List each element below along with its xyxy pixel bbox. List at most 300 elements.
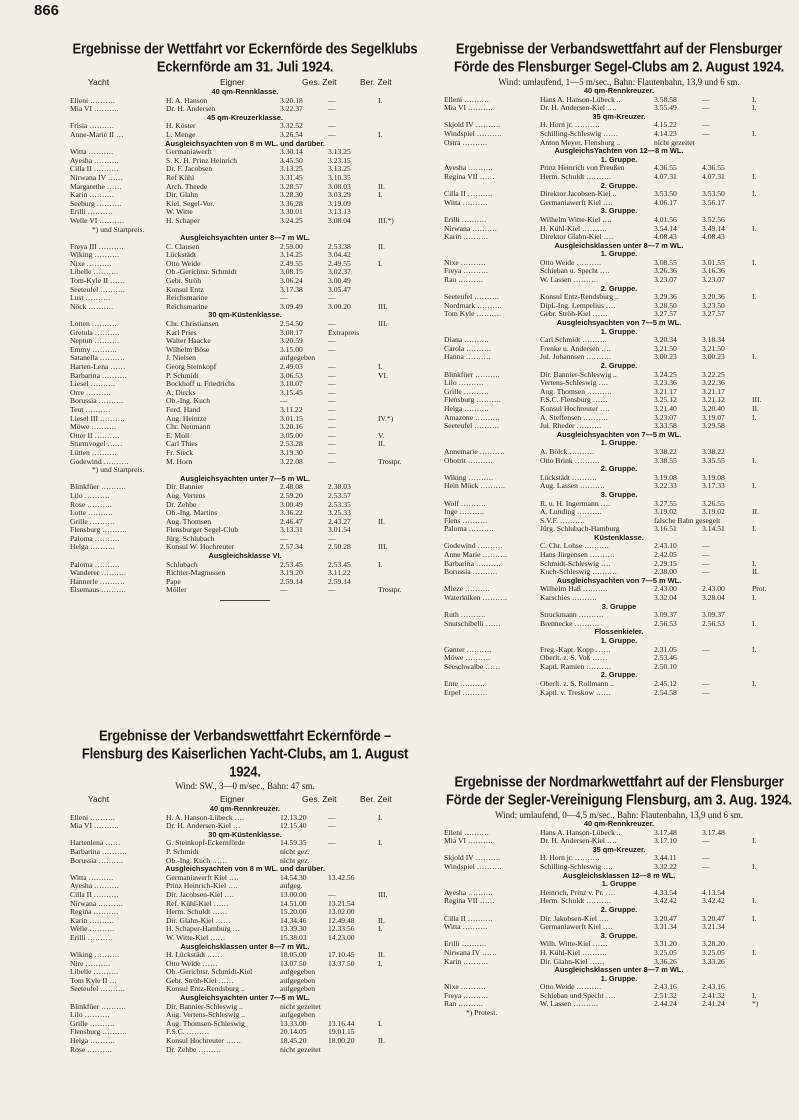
owner-cell: Konsul Entz-Rendsburg .. <box>540 292 619 302</box>
yacht-cell: Karin ………. <box>70 915 114 925</box>
owner-cell: Herm. Schuldt ………. <box>540 171 611 181</box>
corrected-time-cell: 3.03.29 <box>328 190 351 200</box>
total-time-cell: 3.10.07 <box>280 379 303 389</box>
table-row <box>444 336 794 345</box>
yacht-cell: Flensburg ………. <box>444 395 501 405</box>
owner-cell: Germaniawerft <box>166 147 212 157</box>
yacht-cell: Harten-Lena …… <box>70 362 126 371</box>
corrected-time-cell: — <box>328 533 336 543</box>
place-cell: I. <box>752 171 757 181</box>
total-time-cell: 2.59.14 <box>280 576 303 586</box>
total-time-cell: 18.05.00 <box>280 950 307 960</box>
results-table <box>70 805 420 1054</box>
yacht-cell: Blinkfüer ………. <box>444 369 500 379</box>
total-time-cell: 3.19.30 <box>280 447 303 457</box>
total-time-cell: 2.29.15 <box>654 558 677 568</box>
total-time-cell: 3.54.14 <box>654 223 677 233</box>
total-time-cell: 2.57.34 <box>280 542 303 552</box>
owner-cell: Ref. Kühl-Kiel …… <box>166 898 229 908</box>
total-time-cell: 3.25.12 <box>654 395 677 405</box>
total-time-cell: 13.33.00 <box>280 1018 307 1028</box>
yacht-cell: Waterküken ………. <box>444 593 508 603</box>
total-time-cell: 20.14.05 <box>280 1027 307 1037</box>
yacht-cell: Karin ………. <box>444 232 488 242</box>
corrected-time-cell: 3.23.07 <box>702 275 725 285</box>
owner-cell: Dir. Jacobsen-Kiel …. <box>166 889 234 899</box>
yacht-cell: Satanella ………. <box>70 353 125 363</box>
yacht-cell: Mia VI ………. <box>70 821 119 831</box>
place-cell: I. <box>752 352 757 362</box>
owner-cell: Otto Weide …… <box>166 958 218 968</box>
total-time-cell: 3.28.30 <box>280 190 303 200</box>
yacht-cell: Regina VII …… <box>444 171 495 181</box>
total-time-cell: 2.51.32 <box>654 990 677 1000</box>
owner-cell: W. Lassen ………. <box>540 999 598 1009</box>
table-row <box>444 267 794 276</box>
corrected-time-cell: 3.52.56 <box>702 214 725 224</box>
place-cell: II. <box>378 915 385 925</box>
yacht-cell: Cilla II ………. <box>444 913 493 923</box>
corrected-time-cell: — <box>702 861 710 871</box>
place-cell: *) <box>752 999 759 1009</box>
table-row <box>70 329 420 338</box>
owner-cell: F.S.C. Flensburg …… <box>540 395 608 405</box>
place-cell: Trostpr. <box>378 456 402 466</box>
section-title: Ergebnisse der Wettfahrt vor Eckernförde des Segelklubs Eckernförde am 31. Juli 1924. <box>72 40 418 75</box>
yacht-cell: Flensburg ………. <box>70 1027 127 1037</box>
corrected-time-cell: 3.19.09 <box>328 198 351 208</box>
corrected-time-cell: — <box>328 370 336 380</box>
owner-cell: Konsul Hochreuter …. <box>540 403 610 413</box>
place-cell: III. <box>378 301 388 311</box>
total-time-cell: 3.06.53 <box>280 370 303 380</box>
results-section-s4 <box>444 775 794 1018</box>
class-subheading: 30 qm-Küstenklasse. <box>208 829 282 839</box>
corrected-time-cell: 3.13.13 <box>328 207 351 217</box>
yacht-cell: Erilli ………. <box>444 214 487 224</box>
yacht-cell: Witta ………. <box>444 922 488 932</box>
total-time-cell: 3.33.58 <box>654 421 677 431</box>
corrected-time-cell: 3.27.57 <box>702 309 725 319</box>
yacht-cell: Lust ………. <box>70 293 111 303</box>
total-time-cell: 3.13.31 <box>280 525 303 535</box>
total-time-cell: 3.20.16 <box>280 422 303 432</box>
corrected-time-cell: 3.02.37 <box>328 267 351 277</box>
corrected-time-cell: — <box>328 413 336 423</box>
yacht-cell: Ostra ………. <box>444 137 488 147</box>
corrected-time-cell: 2.56.53 <box>702 618 725 628</box>
yacht-cell: Borussia ………. <box>444 567 498 577</box>
yacht-cell: Freya ………. <box>444 266 488 276</box>
class-subheading: 1. Gruppe. <box>600 326 638 336</box>
yacht-cell: Blinkfüer ………. <box>70 1001 126 1011</box>
place-cell: I. <box>378 362 383 371</box>
total-time-cell: 3.32.22 <box>654 861 677 871</box>
owner-cell: P. Schmidt <box>166 846 199 856</box>
corrected-time-cell: — <box>328 293 336 303</box>
corrected-time-cell: — <box>702 853 710 863</box>
owner-cell: Ob.-Gerichtsr. Schmidt <box>166 267 237 277</box>
yacht-cell: Skjold IV ………. <box>444 853 501 863</box>
yacht-cell: Cilla II ………. <box>70 889 119 899</box>
table-row <box>70 372 420 381</box>
corrected-time-cell: 13.42.56 <box>328 872 355 882</box>
corrected-time-cell: 3.25.05 <box>702 947 725 957</box>
yacht-cell: Nixe ………. <box>444 982 486 992</box>
owner-cell: Freg.-Kapt. Kopp …… <box>540 644 611 654</box>
column-header: Ges. Zeit <box>302 77 337 87</box>
place-cell: II. <box>378 950 385 960</box>
total-time-cell: 3.36.22 <box>280 508 303 518</box>
corrected-time-cell: — <box>702 541 710 551</box>
class-subheading: Ausgleichsyachten von 8 m WL. und darüber. <box>165 864 325 874</box>
total-time-cell: — <box>280 533 288 543</box>
owner-cell: Herm. Schuldt ………. <box>540 896 611 906</box>
corrected-time-cell: 3.21.17 <box>702 386 725 396</box>
total-time-cell: 3.08.55 <box>654 257 677 267</box>
place-cell: I. <box>752 618 757 628</box>
total-time-cell: 4.33.54 <box>654 887 677 897</box>
corrected-time-cell: 3.20.36 <box>702 292 725 302</box>
table-row <box>70 951 420 960</box>
yacht-cell: Blinkfüer ………. <box>70 482 126 492</box>
total-time-cell: 3.28.50 <box>654 300 677 310</box>
yacht-cell: Grille ………. <box>70 1018 115 1028</box>
corrected-time-cell: — <box>328 129 336 139</box>
yacht-cell: Rose ………. <box>70 499 112 509</box>
yacht-cell: Cilla II ………. <box>444 189 493 199</box>
yacht-cell: Emmy ………. <box>70 344 117 354</box>
owner-cell: Dir. Glahn-Kiel …… <box>166 915 231 925</box>
yacht-cell: Welle ………. <box>70 924 115 934</box>
yacht-cell: Helga ………. <box>70 542 115 552</box>
corrected-time-cell: — <box>702 120 710 130</box>
place-cell: I. <box>752 292 757 302</box>
table-row <box>70 380 420 389</box>
corrected-time-cell: 14.23.00 <box>328 932 355 942</box>
corrected-time-cell: — <box>702 103 710 113</box>
total-time-cell: 3.06.24 <box>280 276 303 286</box>
yacht-cell: Paloma ………. <box>70 533 120 543</box>
corrected-time-cell: — <box>702 644 710 654</box>
total-time-cell: — <box>280 293 288 303</box>
yacht-cell: Elsemaus ………. <box>70 585 126 595</box>
total-time-cell: aufgegeben <box>280 1010 315 1020</box>
corrected-time-cell: 3.42.42 <box>702 896 725 906</box>
corrected-time-cell: 2.53.38 <box>328 241 351 251</box>
owner-cell: Ob.-Ing. Kuch <box>166 396 211 406</box>
owner-cell: Ref Kühl <box>166 172 195 182</box>
place-cell: V. <box>378 430 385 440</box>
yacht-cell: Witta ………. <box>70 872 114 882</box>
total-time-cell: 3.36.26 <box>654 956 677 966</box>
corrected-time-cell: — <box>702 558 710 568</box>
corrected-time-cell: — <box>328 404 336 414</box>
total-time-cell: 3.38.22 <box>654 446 677 456</box>
corrected-time-cell: 13.16.44 <box>328 1018 355 1028</box>
owner-cell: H. A. Hanson-Lübeck …. <box>166 812 245 822</box>
yacht-cell: Erpel ………. <box>444 687 488 697</box>
yacht-cell: Orre ………. <box>70 387 111 397</box>
yacht-cell: Seeburg ………. <box>70 198 122 208</box>
table-row <box>70 337 420 346</box>
corrected-time-cell: 3.00.20 <box>328 301 351 311</box>
total-time-cell: 14.59.35 <box>280 838 307 848</box>
corrected-time-cell: 3.14.51 <box>702 524 725 534</box>
owner-cell: Dr. H. Andersen-Kiel …. <box>540 836 617 846</box>
total-time-cell: 4.36.55 <box>654 163 677 173</box>
table-row <box>70 423 420 432</box>
owner-cell: H. A. Hanson <box>166 95 208 105</box>
corrected-time-cell: 3.16.36 <box>702 266 725 276</box>
yacht-cell: Freya III ………. <box>70 241 124 251</box>
column-header: Yacht <box>88 77 110 87</box>
owner-cell: Germaniawerft Kiel …. <box>540 922 613 932</box>
total-time-cell: 3.23.36 <box>654 378 677 388</box>
owner-cell: G. Steinkopf-Eckernförde <box>166 838 245 848</box>
total-time-cell: 2.49.55 <box>280 258 303 268</box>
total-time-cell: 3.30.14 <box>280 147 303 157</box>
owner-cell: E. Moll <box>166 430 190 440</box>
owner-cell: Chr. Neumann <box>166 422 211 432</box>
class-subheading: 3. Gruppe. <box>600 930 638 940</box>
total-time-cell: 3.20.34 <box>654 335 677 345</box>
table-row <box>444 396 794 405</box>
table-row <box>70 917 420 926</box>
yacht-cell: Wolf ………. <box>444 498 486 508</box>
yacht-cell: Paloma ………. <box>70 559 120 569</box>
table-row <box>70 200 420 209</box>
table-row <box>70 157 420 166</box>
place-cell: I. <box>378 1018 383 1028</box>
total-time-cell: 3.25.05 <box>654 947 677 957</box>
owner-cell: Carl Thies <box>166 439 198 449</box>
total-time-cell: 4.15.22 <box>654 120 677 130</box>
yacht-cell: Hein Mück ………. <box>444 481 505 491</box>
total-time-cell: 2.53.46 <box>654 653 677 663</box>
total-time-cell: 2.49.03 <box>280 362 303 371</box>
table-row <box>444 96 794 105</box>
table-row <box>70 243 420 252</box>
section-title: Ergebnisse der Nordmarkwettfahrt auf der Flensburger Förde der Segler-Vereinigung Flensburg, am 3. Aug. 1924. <box>446 773 792 808</box>
owner-cell: Jul. Johannsen ………. <box>540 352 611 362</box>
total-time-cell: 3.45.50 <box>280 155 303 165</box>
yacht-cell: Ayesha ………. <box>444 887 493 897</box>
corrected-time-cell: — <box>328 812 336 822</box>
yacht-cell: Windspiel ………. <box>444 861 502 871</box>
yacht-cell: Seeteufel ………. <box>444 421 499 431</box>
corrected-time-cell: 3.01.55 <box>702 257 725 267</box>
corrected-time-cell: — <box>328 95 336 105</box>
owner-cell: Aug. Vertens-Schleswig .. <box>166 1010 245 1020</box>
corrected-time-cell: 3.49.14 <box>702 223 725 233</box>
class-subheading: 1. Gruppe. <box>600 636 638 645</box>
table-row <box>444 829 794 838</box>
corrected-time-cell: — <box>328 387 336 397</box>
yacht-cell: Sturmvogel …… <box>70 439 123 449</box>
class-subheading: AusgleichsYachten von 12—8 m WL. <box>554 146 684 156</box>
class-subheading: 35 qm-Kreuzer. <box>592 844 646 854</box>
section-divider <box>220 600 270 601</box>
owner-cell: Dr. Zehbe <box>166 499 197 509</box>
total-time-cell: 12.15.40 <box>280 821 307 831</box>
class-subheading: Ausgleichsyachten unter 8—7 m WL. <box>180 233 310 243</box>
table-row <box>70 1011 420 1020</box>
place-cell: I. <box>752 593 757 603</box>
corrected-time-cell: 2.50.28 <box>328 542 351 552</box>
yacht-cell: Annemarie ………. <box>444 446 505 456</box>
total-time-cell: 3.30.01 <box>280 207 303 217</box>
yacht-cell: Barbarina ………. <box>70 370 127 380</box>
corrected-time-cell: 19.01.15 <box>328 1027 355 1037</box>
total-time-cell: nicht gezeitet <box>280 1001 321 1011</box>
corrected-time-cell: 2.43.16 <box>702 982 725 992</box>
yacht-cell: Freya ………. <box>444 990 488 1000</box>
owner-cell: Wilh. Witte-Kiel …… <box>540 939 608 949</box>
yacht-cell: Otter II ………. <box>70 430 120 440</box>
results-section-s1 <box>70 42 420 603</box>
yacht-cell: Ayesha ………. <box>70 155 119 165</box>
yacht-cell: Godewind ………. <box>444 541 503 551</box>
total-time-cell: 2.42.05 <box>654 550 677 560</box>
total-time-cell: 2.59.00 <box>280 241 303 251</box>
corrected-time-cell: — <box>702 94 710 104</box>
class-subheading: 2. Gruppe. <box>600 361 638 370</box>
corrected-time-cell: 2.38.03 <box>328 482 351 492</box>
total-time-cell: 3.17.38 <box>280 284 303 294</box>
place-cell: I. <box>752 913 757 923</box>
place-cell: I. <box>378 559 383 569</box>
total-time-cell: 3.55.49 <box>654 103 677 113</box>
owner-cell: H. Horn jr. ………. <box>540 853 600 863</box>
owner-cell: Otto Weide ………. <box>540 257 602 267</box>
total-time-cell: 2.48.08 <box>280 482 303 492</box>
yacht-cell: Ente ………. <box>444 678 485 688</box>
total-time-cell: aufgegeben <box>280 984 315 994</box>
corrected-time-cell: 3.23.15 <box>328 155 351 165</box>
total-time-cell: 3.38.55 <box>654 455 677 465</box>
table-row <box>444 190 794 199</box>
corrected-time-cell: 3.29.58 <box>702 421 725 431</box>
corrected-time-cell: 3.28.04 <box>702 593 725 603</box>
class-subheading: Ausgleichsklassen unter 8—7 m WL. <box>180 941 310 951</box>
owner-cell: Germaniawerft Kiel …. <box>166 872 239 882</box>
owner-cell: Ob.-Gerichtsr. Schmidt-Kiel <box>166 967 253 977</box>
corrected-time-cell: — <box>328 336 336 346</box>
yacht-cell: Tom-Kyle II …… <box>70 276 126 286</box>
owner-cell: Jürg. Schlubach <box>166 533 215 543</box>
owner-cell: Schilling-Schleswig …. <box>540 861 613 871</box>
place-cell: Prot. <box>752 584 767 594</box>
class-subheading: Ausgleichsyachten unter 7—5 m WL. <box>180 473 310 483</box>
total-time-cell: 3.19.02 <box>654 507 677 517</box>
owner-cell: H. Kühl-Kiel ………. <box>540 223 607 233</box>
owner-cell: Wilhelm Böse <box>166 344 210 354</box>
table-row <box>70 320 420 329</box>
corrected-time-cell: 3.20.40 <box>702 403 725 413</box>
class-subheading: Ausgleichsklassen unter 8—7 m WL. <box>554 965 684 975</box>
corrected-time-cell: — <box>328 104 336 114</box>
total-time-cell: 3.05.00 <box>280 430 303 440</box>
total-time-cell: 2.38.00 <box>654 567 677 577</box>
owner-cell: H. Schaper-Hamburg … <box>166 924 241 934</box>
total-time-cell: 2.46.47 <box>280 516 303 526</box>
yacht-cell: Ran ………. <box>444 999 483 1009</box>
table-row <box>70 535 420 544</box>
total-time-cell: 13.07.50 <box>280 958 307 968</box>
table-row <box>70 1037 420 1046</box>
total-time-cell: 3.22.08 <box>280 456 303 466</box>
place-cell: I. <box>378 958 383 968</box>
owner-cell: Dir. Bannier <box>166 482 204 492</box>
owner-cell: Kaptl. Ramien ………. <box>540 661 611 671</box>
corrected-time-cell: 17.10.45 <box>328 950 355 960</box>
place-cell: I. <box>378 190 383 200</box>
corrected-time-cell: 3.28.20 <box>702 939 725 949</box>
corrected-time-cell: — <box>702 687 710 697</box>
footnote: *) Protest. <box>466 1008 498 1018</box>
yacht-cell: Seeteufel ………. <box>444 292 499 302</box>
total-time-cell: 3.27.57 <box>654 309 677 319</box>
owner-cell: Dir. Bannier-Schleswig .. <box>166 1001 243 1011</box>
corrected-time-cell: 3.17.48 <box>702 827 725 837</box>
total-time-cell: 3.23.07 <box>654 412 677 422</box>
total-time-cell: 2.56.53 <box>654 618 677 628</box>
owner-cell: Lückstädt <box>166 250 196 260</box>
owner-cell: Arch. Theede <box>166 181 208 191</box>
owner-cell: Direktor Glahn-Kiel …. <box>540 232 614 242</box>
owner-cell: Carl Schmidt ………. <box>540 335 607 345</box>
total-time-cell: 12.13.20 <box>280 812 307 822</box>
owner-cell: A. Steffensen ………. <box>540 412 608 422</box>
total-time-cell: 2.43.10 <box>654 541 677 551</box>
total-time-cell: 2.54.50 <box>280 319 303 329</box>
place-cell: I. <box>752 412 757 422</box>
owner-cell: Dr. F. Jacobsen <box>166 164 213 174</box>
corrected-time-cell: 3.00.23 <box>702 352 725 362</box>
corrected-time-cell: — <box>702 836 710 846</box>
total-time-cell: 3.19.08 <box>654 472 677 482</box>
total-time-cell: — <box>280 396 288 406</box>
class-subheading: 1. Gruppe. <box>600 438 638 448</box>
table-row <box>70 492 420 501</box>
class-subheading: 2. Gruppe. <box>600 283 638 293</box>
table-row <box>444 889 794 898</box>
corrected-time-cell: 3.20.47 <box>702 913 725 923</box>
owner-cell: Reichsmarine <box>166 301 208 311</box>
page-number: 866 <box>34 2 60 19</box>
yacht-cell: Barbarina ………. <box>444 558 501 568</box>
table-row <box>70 183 420 192</box>
owner-cell: Dr. H. Andersen-Kiel … <box>166 821 241 831</box>
results-table <box>444 87 794 697</box>
table-row <box>70 968 420 977</box>
total-time-cell: 3.14.25 <box>280 250 303 260</box>
yacht-cell: Seeschwalbe …… <box>444 661 501 671</box>
owner-cell: L. Menge <box>166 129 196 139</box>
yacht-cell: Rose ………. <box>70 1044 112 1054</box>
wind-info: Wind: SW., 3—0 m/sec., Bahn: 47 sm. <box>175 781 315 791</box>
total-time-cell: 4.06.17 <box>654 197 677 207</box>
total-time-cell: 3.00.49 <box>280 499 303 509</box>
corrected-time-cell: 3.11.22 <box>328 568 351 578</box>
results-section-s2 <box>70 727 420 1054</box>
place-cell: I. <box>378 924 383 934</box>
column-header: Ber. Zeit <box>360 77 392 87</box>
class-subheading: 2. Gruppe. <box>600 670 638 680</box>
owner-cell: Kaptl. v. Treskow …… <box>540 687 612 697</box>
yacht-cell: Witta ………. <box>70 147 114 157</box>
